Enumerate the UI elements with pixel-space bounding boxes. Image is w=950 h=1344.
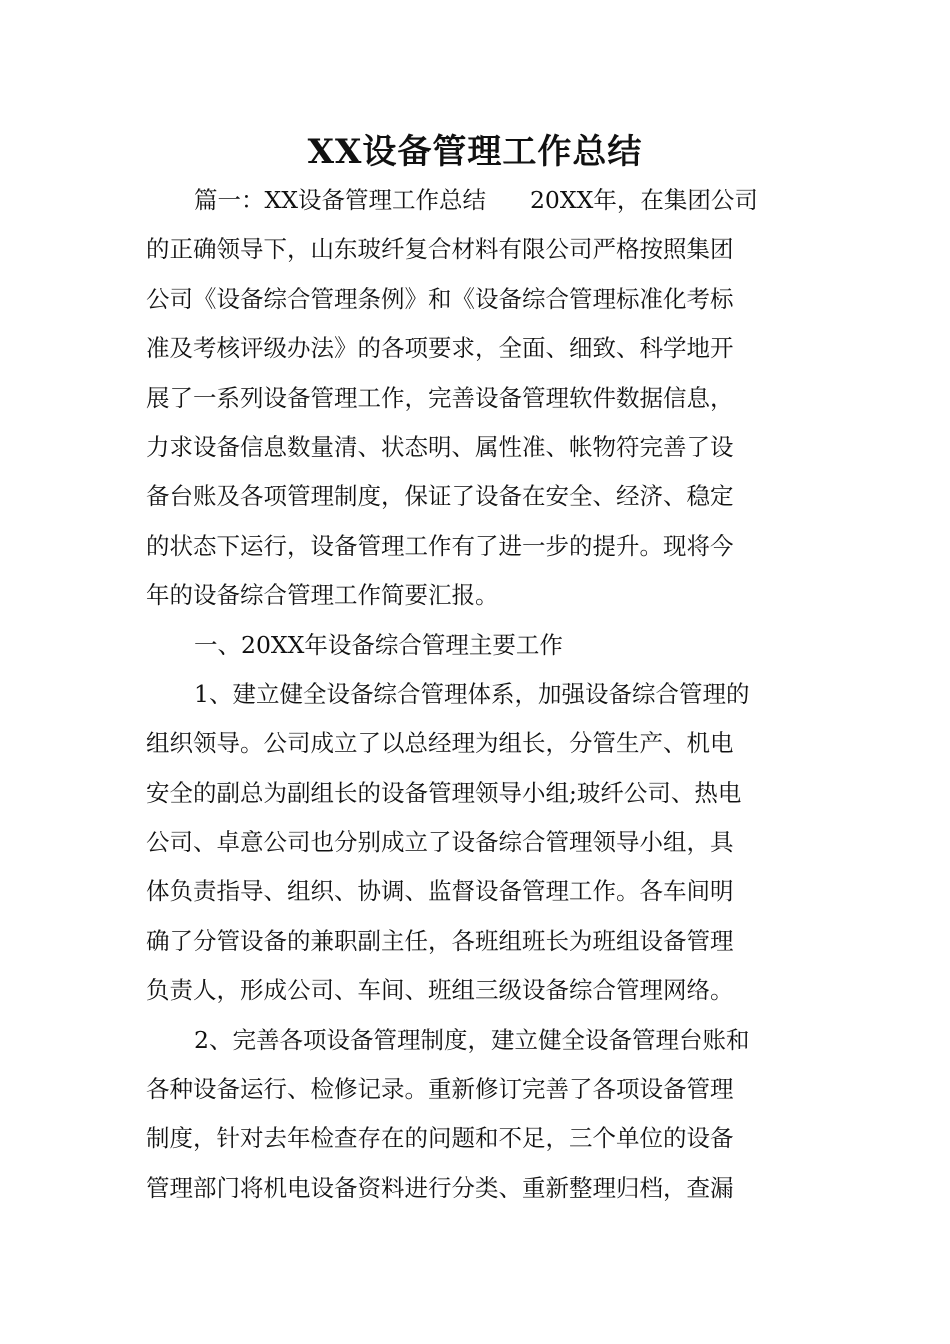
text-line: 力求设备信息数量清、状态明、属性准、帐物符完善了设 <box>146 432 734 461</box>
text-line: 确了分管设备的兼职副主任，各班组班长为班组设备管理 <box>146 926 734 955</box>
text-line: 各种设备运行、检修记录。重新修订完善了各项设备管理 <box>146 1075 734 1104</box>
text-line <box>146 176 808 225</box>
document-body <box>146 176 808 1213</box>
text-line: 安全的副总为副组长的设备管理领导小组;玻纤公司、热电 <box>146 778 742 807</box>
text-line-part: 篇一：XX设备管理工作总结 <box>194 186 486 214</box>
text-line: 的状态下运行，设备管理工作有了进一步的提升。现将今 <box>146 531 734 560</box>
text-line: 公司、卓意公司也分别成立了设备综合管理领导小组，具 <box>146 828 734 857</box>
text-line: 备台账及各项管理制度，保证了设备在安全、经济、稳定 <box>146 482 734 511</box>
text-line: 的正确领导下，山东玻纤复合材料有限公司严格按照集团 <box>146 235 734 264</box>
text-line: 公司《设备综合管理条例》和《设备综合管理标准化考标 <box>146 284 734 313</box>
document-title: XX设备管理工作总结 <box>307 132 643 172</box>
text-line: 2、完善各项设备管理制度，建立健全设备管理台账和 <box>194 1025 750 1054</box>
text-line: 管理部门将机电设备资料进行分类、重新整理归档，查漏 <box>146 1173 734 1202</box>
text-line: 组织领导。公司成立了以总经理为组长，分管生产、机电 <box>146 729 734 758</box>
text-line: 1、建立健全设备综合管理体系，加强设备综合管理的 <box>194 679 750 708</box>
text-line: 年的设备综合管理工作简要汇报。 <box>146 581 499 610</box>
text-line: 体负责指导、组织、协调、监督设备管理工作。各车间明 <box>146 877 734 906</box>
text-line-part: 20XX年，在集团公司 <box>529 186 758 214</box>
text-line: 展了一系列设备管理工作，完善设备管理软件数据信息， <box>146 383 734 412</box>
text-line: 负责人，形成公司、车间、班组三级设备综合管理网络。 <box>146 976 734 1005</box>
text-line: 准及考核评级办法》的各项要求，全面、细致、科学地开 <box>146 334 734 363</box>
text-line: 制度，针对去年检查存在的问题和不足，三个单位的设备 <box>146 1124 734 1153</box>
section-heading: 一、20XX年设备综合管理主要工作 <box>194 630 563 659</box>
